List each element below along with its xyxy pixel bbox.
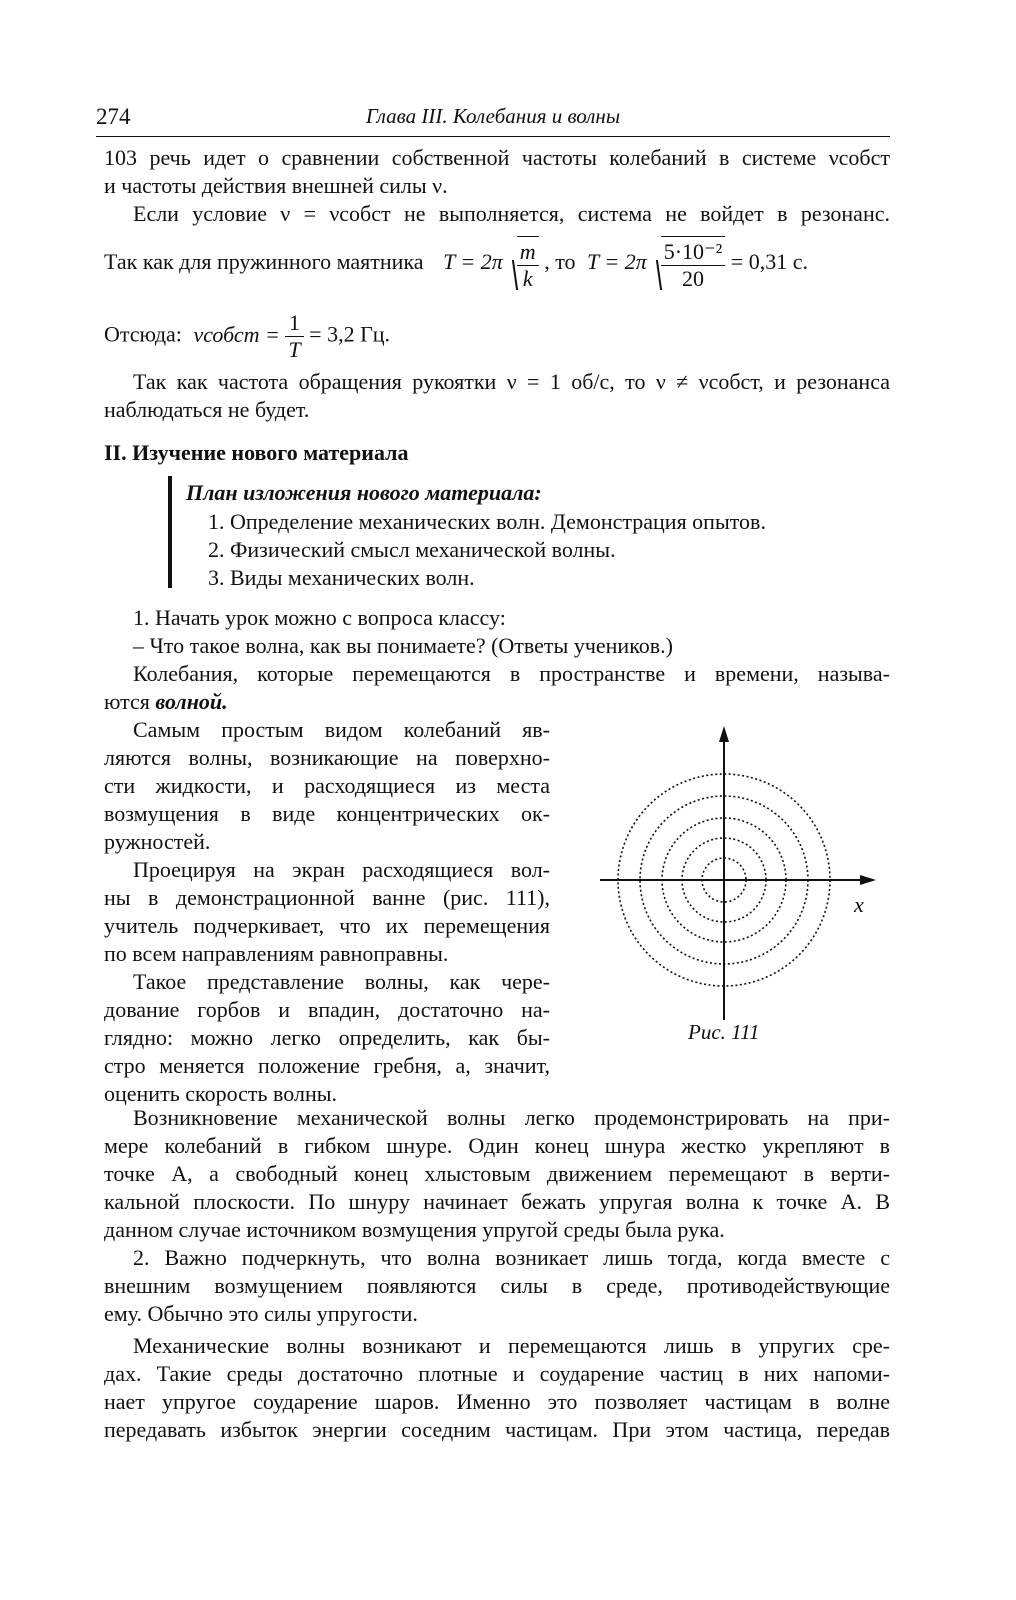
fraction-denominator: k	[522, 266, 533, 291]
text-line: по всем направлениям равноправны.	[104, 941, 449, 966]
text-line: 2. Важно подчеркнуть, что волна возникает лишь тогда, когда вместе с	[133, 1245, 890, 1270]
fraction-numerator: 1	[285, 310, 303, 337]
x-axis-label: x	[854, 892, 864, 917]
text-line: внешним возмущением появляются силы в среде, противодействующие	[104, 1273, 890, 1298]
text-line: Так как частота обращения рукоятки ν = 1 об/с, то ν ≠ νсобст, и резонанса	[133, 369, 890, 394]
fraction-denominator: 20	[682, 266, 704, 291]
formula-lhs: T = 2π	[443, 249, 503, 275]
text-line: Механические волны возникают и перемещаются лишь в упругих сре-	[133, 1333, 890, 1358]
text-line: наблюдаться не будет.	[104, 397, 310, 422]
formula-prefix: Так как для пружинного маятника	[104, 249, 424, 275]
fraction-denominator: T	[288, 337, 301, 362]
plan-title: План изложения нового материала:	[186, 480, 542, 505]
text-line: дах. Такие среды достаточно плотные и соударение частиц в них напоми-	[104, 1361, 890, 1386]
text-line: 1. Начать урок можно с вопроса классу:	[133, 605, 506, 630]
text-line: глядно: можно легко определить, как бы-	[104, 1025, 550, 1050]
formula-lhs: T = 2π	[587, 249, 647, 275]
plan-item: 3. Виды механических волн.	[208, 565, 475, 590]
x-axis-arrow	[860, 875, 876, 885]
text-line: возмущения в виде концентрических ок-	[104, 801, 550, 826]
text-line: учитель подчеркивает, что их перемещения	[104, 913, 550, 938]
text-line: передавать избыток энергии соседним частицам. При этом частица, передав	[104, 1417, 890, 1442]
text-line: точке А, а свободный конец хлыстовым движением перемещают в верти-	[104, 1161, 890, 1186]
figure-caption: Рис. 111	[688, 1020, 760, 1044]
text-line: Самым простым видом колебаний яв-	[133, 717, 550, 742]
text-line: Возникновение механической волны легко продемонстрировать на при-	[133, 1105, 890, 1130]
formula-prefix: Отсюда:	[104, 321, 182, 347]
section-heading: II. Изучение нового материала	[104, 440, 409, 465]
text-line: оценить скорость волны.	[104, 1081, 338, 1106]
formula-result: = 0,31 с.	[730, 249, 808, 275]
plan-item: 2. Физический смысл механической волны.	[208, 537, 616, 562]
text-line: Если условие ν = νсобст не выполняется, система не войдет в резонанс.	[133, 201, 890, 226]
formula-lhs: νсобст =	[193, 321, 280, 347]
page-header	[96, 104, 890, 137]
text-line: дование горбов и впадин, достаточно на-	[104, 997, 550, 1022]
text-line: Колебания, которые перемещаются в пространстве и времени, называ-	[133, 661, 890, 686]
text-line: стро меняется положение гребня, а, значит,	[104, 1053, 550, 1078]
text-line: сти жидкости, и расходящиеся из места	[104, 773, 550, 798]
text-span: ются	[104, 689, 156, 714]
term-wave: волной.	[155, 689, 228, 714]
text-line: ружностей.	[104, 829, 211, 854]
concentric-waves-figure	[596, 720, 886, 1050]
text-line: Такое представление волны, как чере-	[133, 969, 550, 994]
text-line: нает упругое соударение шаров. Именно это позволяет частицам в волне	[104, 1389, 890, 1414]
text-line: мере колебаний в гибком шнуре. Один конец шнура жестко укрепляют в	[104, 1133, 890, 1158]
formula-connector: , то	[544, 249, 576, 275]
text-line: ляются волны, возникающие на поверхно-	[104, 745, 550, 770]
text-line: и частоты действия внешней силы ν.	[104, 173, 448, 198]
formula-period	[104, 236, 808, 292]
text-line: ему. Обычно это силы упругости.	[104, 1301, 418, 1326]
y-axis-arrow	[719, 726, 729, 742]
text-line: ны в демонстрационной ванне (рис. 111),	[104, 885, 550, 910]
text-line: 103 речь идет о сравнении собственной частоты колебаний в системе νсобст	[104, 145, 890, 170]
text-line: – Что такое волна, как вы понимаете? (Ответы учеников.)	[133, 633, 673, 658]
text-line	[104, 688, 890, 716]
text-line: данном случае источником возмущения упругой среды была рука.	[104, 1217, 725, 1242]
fraction-numerator: m	[517, 239, 539, 266]
text-line: кальной плоскости. По шнуру начинает бежать упругая волна к точке А. В	[104, 1189, 890, 1214]
running-title: Глава III. Колебания и волны	[365, 104, 621, 128]
formula-result: = 3,2 Гц.	[309, 321, 391, 347]
plan-item: 1. Определение механических волн. Демонстрация опытов.	[208, 509, 766, 534]
fraction-numerator: 5·10⁻²	[661, 239, 726, 266]
page-number: 274	[96, 104, 131, 129]
formula-frequency	[104, 310, 390, 363]
text-line: Проецируя на экран расходящиеся вол-	[133, 857, 550, 882]
